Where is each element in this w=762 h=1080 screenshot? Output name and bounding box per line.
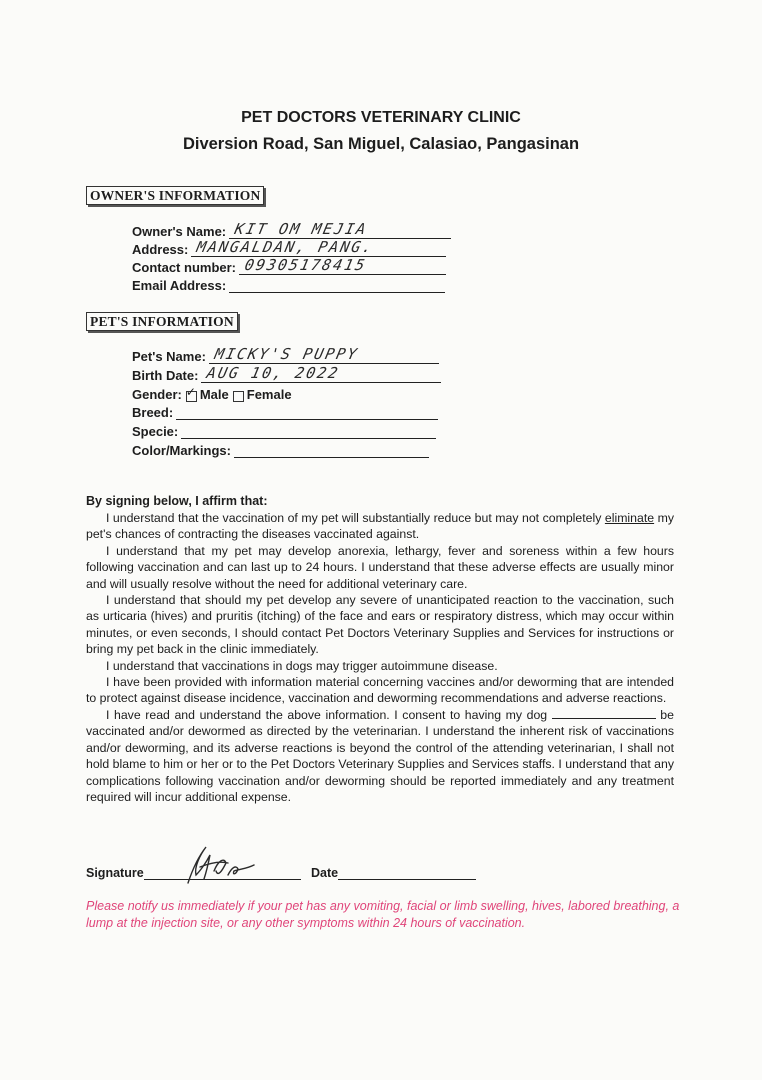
affirmation-paragraph: I have been provided with information material concerning vaccines and/or deworming that are intended to protect against disease incidence, vaccination and deworming recommendations and adverse reactions. bbox=[86, 675, 674, 706]
breed-label: Breed: bbox=[132, 405, 174, 420]
address-value: MANGALDAN, PANG. bbox=[195, 238, 376, 256]
birth-date-value: AUG 10, 2022 bbox=[205, 364, 342, 382]
address-row bbox=[132, 238, 446, 257]
pet-name-field[interactable] bbox=[209, 345, 439, 364]
specie-field[interactable] bbox=[181, 424, 436, 439]
specie-row bbox=[132, 424, 436, 439]
male-label: Male bbox=[199, 387, 229, 402]
date-label: Date bbox=[311, 866, 339, 880]
signature-label: Signature bbox=[86, 866, 144, 880]
pet-name-label: Pet's Name: bbox=[132, 349, 206, 364]
contact-field[interactable] bbox=[239, 256, 446, 275]
owner-name-field[interactable] bbox=[229, 220, 451, 239]
female-checkbox[interactable] bbox=[233, 391, 244, 402]
contact-label: Contact number: bbox=[132, 260, 236, 275]
owner-name-label: Owner's Name: bbox=[132, 224, 227, 239]
pet-name-value: MICKY'S PUPPY bbox=[212, 345, 361, 363]
address-field[interactable] bbox=[191, 238, 446, 257]
clinic-name: PET DOCTORS VETERINARY CLINIC bbox=[241, 109, 521, 126]
owner-section-heading: OWNER'S INFORMATION bbox=[86, 186, 264, 205]
signature-field[interactable] bbox=[144, 865, 301, 880]
owner-name-value: KIT OM MEJIA bbox=[233, 220, 370, 238]
signature-mark bbox=[170, 841, 260, 887]
color-label: Color/Markings: bbox=[132, 443, 231, 458]
affirmation-text: I have read and understand the above information. I consent to having my dog bbox=[106, 707, 552, 722]
breed-row bbox=[132, 405, 438, 420]
gender-label: Gender: bbox=[132, 387, 182, 402]
clinic-address: Diversion Road, San Miguel, Calasiao, Pangasinan bbox=[182, 135, 580, 153]
pet-section-heading: PET'S INFORMATION bbox=[86, 312, 238, 331]
color-row bbox=[132, 443, 429, 458]
email-label: Email Address: bbox=[132, 278, 227, 293]
date-row bbox=[311, 865, 476, 880]
owner-name-row bbox=[132, 220, 451, 239]
affirmation-paragraph bbox=[86, 707, 674, 805]
specie-label: Specie: bbox=[132, 424, 179, 439]
affirmation-text: my pet's chances of contracting the diseases vaccinated against. bbox=[86, 511, 675, 542]
date-field[interactable] bbox=[338, 865, 476, 880]
notice-text: Please notify us immediately if your pet has any vomiting, facial or limb swelling, hives, labored breathing, a lump at the injection site, or any other symptoms within 24 hours of vaccination. bbox=[86, 899, 680, 930]
contact-row bbox=[132, 256, 446, 275]
birth-date-label: Birth Date: bbox=[132, 368, 199, 383]
affirmation-paragraph: I understand that vaccinations in dogs may trigger autoimmune disease. bbox=[106, 658, 498, 673]
birth-date-field[interactable] bbox=[201, 364, 441, 383]
address-label: Address: bbox=[132, 242, 189, 257]
signature-row bbox=[86, 865, 301, 880]
underlined-word: eliminate bbox=[604, 511, 655, 525]
birth-date-row bbox=[132, 364, 441, 383]
email-field[interactable] bbox=[229, 278, 445, 293]
email-row bbox=[132, 278, 445, 293]
female-label: Female bbox=[246, 387, 292, 402]
color-field[interactable] bbox=[234, 443, 429, 458]
affirmation-heading: By signing below, I affirm that: bbox=[86, 494, 268, 508]
affirmation-text: be vaccinated and/or dewormed as directed by the veterinarian. I understand the inherent risk of vaccinations and/or deworming, and its adverse reactions is beyond the control of the attending veterinarian, I shall not hold blame to him or her or to the Pet Doctors Veterinary Supplies and Services staffs. I understand that any complications following vaccination and/or deworming should be reported immediately and any treatment required will incur additional expense. bbox=[86, 707, 674, 804]
affirmation-text: I understand that the vaccination of my pet will substantially reduce but may not completely bbox=[106, 511, 605, 525]
contact-value: 09305178415 bbox=[243, 256, 369, 274]
pet-name-row bbox=[132, 345, 439, 364]
breed-field[interactable] bbox=[176, 405, 438, 420]
affirmation-body bbox=[86, 510, 674, 805]
dog-name-blank[interactable] bbox=[552, 708, 656, 719]
gender-row bbox=[132, 387, 292, 402]
affirmation-paragraph: I understand that should my pet develop any severe of unanticipated reaction to the vaccination, such as urticaria (hives) and pruritis (itching) of the face and ears or respiratory distress, which may occur within minutes, or even seconds, I should contact Pet Doctors Veterinary Supplies and Services for instructions or bring my pet back in the clinic immediately. bbox=[86, 593, 674, 657]
affirmation-paragraph bbox=[86, 510, 674, 543]
affirmation-paragraph: I understand that my pet may develop anorexia, lethargy, fever and soreness within a few hours following vaccination and can last up to 24 hours. I understand that these adverse effects are usually minor and will usually resolve without the need for additional veterinary care. bbox=[86, 543, 674, 591]
male-checkbox[interactable] bbox=[186, 391, 197, 402]
